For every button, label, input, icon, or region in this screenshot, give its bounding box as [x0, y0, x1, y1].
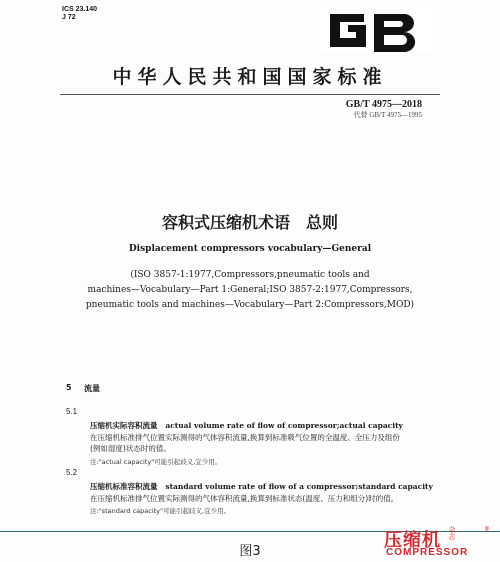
- section-title: 流量: [84, 384, 100, 393]
- gb-logo: [320, 8, 432, 52]
- header-divider: [60, 94, 440, 95]
- clause-term: [90, 481, 433, 492]
- ccs-code: J 72: [62, 14, 76, 21]
- clause-note: 注:"actual capacity"可能引起歧义,宜少用。: [90, 458, 222, 466]
- definition-line: 在压缩机标准排气位置实际测得的气体容积流量,换算到标准吸气位置的全温度、全压力及组份: [90, 433, 400, 442]
- watermark-side: 杂志: [448, 526, 456, 540]
- clause-note: 注:"standard capacity"可能引起歧义,宜少用。: [90, 507, 231, 515]
- clause-definition: [90, 432, 450, 454]
- definition-line: 在压缩机标准排气位置实际测得的气体容积流量,换算到标准状态(温度、压力和组分)时的值。: [90, 494, 399, 503]
- document-title-en: Displacement compressors vocabulary—General: [128, 244, 372, 254]
- iso-reference: [60, 268, 440, 313]
- watermark-en: COMPRESSOR: [386, 547, 469, 558]
- replaces-standard: 代替 GB/T 4975—1995: [353, 111, 422, 119]
- term-zh: 压缩机标准容积流量: [90, 482, 158, 491]
- classification-codes: [62, 6, 97, 22]
- clause-number: 5.1: [66, 407, 78, 416]
- section-number: 5: [66, 383, 72, 392]
- iso-ref-line: (ISO 3857-1:1977,Compressors,pneumatic tools and: [130, 270, 370, 280]
- ics-code: ICS 23.140: [62, 6, 98, 13]
- national-standard-title: 中华人民共和国国家标准: [112, 66, 388, 88]
- clause-term: [90, 420, 403, 431]
- clause-definition: [90, 493, 450, 504]
- compressor-magazine-watermark: [384, 526, 494, 560]
- standard-number-block: [346, 99, 422, 120]
- figure-caption: 图3: [239, 544, 261, 559]
- term-zh: 压缩机实际容积流量: [90, 421, 158, 430]
- definition-line: (例如湿度)状态时的值。: [90, 444, 171, 453]
- iso-ref-line: pneumatic tools and machines—Vocabulary—Part 2:Compressors,MOD): [85, 300, 415, 310]
- term-en: standard volume rate of flow of a compressor;standard capacity: [165, 482, 433, 491]
- clause-number: 5.2: [66, 468, 78, 477]
- iso-ref-line: machines—Vocabulary—Part 1:General;ISO 3857-2:1977,Compressors,: [87, 285, 413, 295]
- watermark-zh: 压缩机: [384, 530, 441, 551]
- watermark-reg: ®: [484, 526, 490, 533]
- term-en: actual volume rate of flow of compressor;actual capacity: [165, 421, 403, 430]
- standard-code: GB/T 4975—2018: [345, 99, 422, 110]
- document-title-zh: 容积式压缩机术语 总则: [161, 213, 338, 232]
